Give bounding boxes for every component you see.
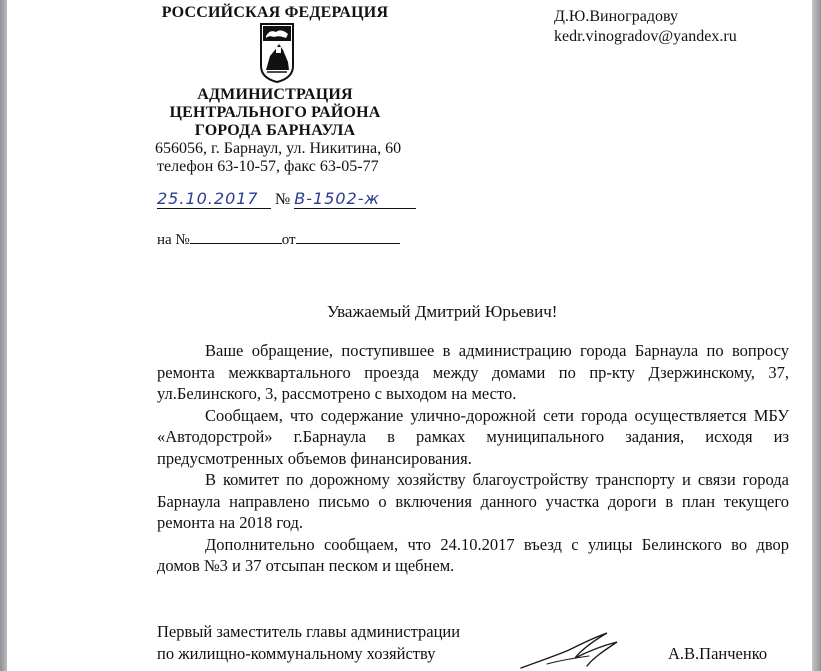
reference-number-blank xyxy=(190,243,282,244)
header-address: 656056, г. Барнаул, ул. Никитина, 60 xyxy=(155,140,402,157)
letter-body xyxy=(157,340,789,577)
registration-date: 25.10.2017 xyxy=(157,189,271,209)
registration-line xyxy=(157,189,416,209)
letter-paragraph: Дополнительно сообщаем, что 24.10.2017 въезд с улицы Белинского во двор домов №3 и 37 отсыпан песком и щебнем. xyxy=(157,534,789,575)
signatory-position-line2: по жилищно-коммунальному хозяйству xyxy=(157,644,436,663)
reference-date-blank xyxy=(296,243,400,244)
viewer-frame-right xyxy=(812,0,821,671)
document-page xyxy=(7,0,812,671)
letter-greeting: Уважаемый Дмитрий Юрьевич! xyxy=(327,302,558,321)
coat-of-arms-icon xyxy=(259,22,295,84)
viewer-frame-left xyxy=(0,0,7,671)
registration-number: В-1502-ж xyxy=(294,189,416,209)
letter-paragraph: Сообщаем, что содержание улично-дорожной сети города осуществляется МБУ «Автодорстрой» г.Барнаула в рамках муниципального задания, исходя из предусмотренных объемов финансирования. xyxy=(157,405,789,468)
header-org-line1: АДМИНИСТРАЦИЯ xyxy=(197,86,353,103)
header-country: РОССИЙСКАЯ ФЕДЕРАЦИЯ xyxy=(161,4,389,21)
signatory-name: А.В.Панченко xyxy=(668,644,768,663)
reference-line xyxy=(157,232,400,249)
header-org-line3: ГОРОДА БАРНАУЛА xyxy=(194,122,356,139)
reference-from: от xyxy=(281,232,296,248)
recipient-name: Д.Ю.Виноградову xyxy=(554,8,678,25)
signatory-position-line1: Первый заместитель главы администрации xyxy=(157,622,461,641)
recipient-email: kedr.vinogradov@yandex.ru xyxy=(554,28,737,45)
reference-prefix: на № xyxy=(157,232,190,248)
registration-number-sign: № xyxy=(275,191,291,208)
letter-paragraph: Ваше обращение, поступившее в администрацию города Барнаула по вопросу ремонта межквартального проезда между домами по пр-кту Дзержинскому, 37, ул.Белинского, 3, рассмотрено с выходом на место. xyxy=(157,341,789,403)
header-org-line2: ЦЕНТРАЛЬНОГО РАЙОНА xyxy=(169,104,381,121)
signature-scribble-icon xyxy=(517,628,627,671)
header-phone: телефон 63-10-57, факс 63-05-77 xyxy=(157,158,379,175)
letter-paragraph: В комитет по дорожному хозяйству благоустройству транспорту и связи города Барнаула направлено письмо о включения данного участка дороги в план текущего ремонта на 2018 год. xyxy=(157,470,789,532)
